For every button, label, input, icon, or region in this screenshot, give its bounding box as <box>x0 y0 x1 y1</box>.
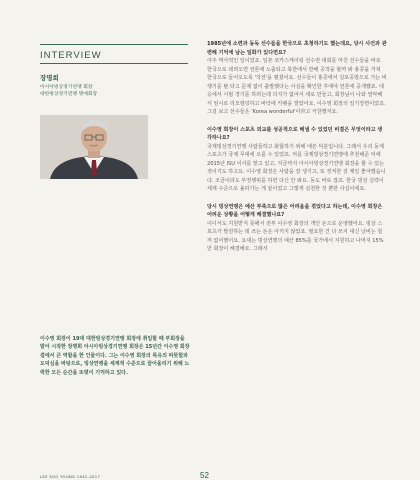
answer-text: 국제빙상경기연맹 사람들하고 화합하기 위해 애쓴 덕분입니다. 그래서 우리 동계스포츠가 국제 무대에 오를 수 있었죠. 저를 국제빙상경기연맹에 추천해준 덕에 2015년 ISU 이사를 맡고 있고, 지금까지 아시아빙상경기연맹 회장을 할 수 있는 것이기도 하고요. 이수영 회장은 사람을 잘 생기고, 또 정직한 걸 제일 좋아했습니다. 조금이라도 부정행위를 하면 다신 안 봐요. 동도 바로 잡죠. 한국 빙상 실력이 세계 수준으로 올라가는 게 끝이었고 그렇게 실천한 것 뿐한 사실이에요. <box>207 143 386 192</box>
portrait-illustration <box>40 115 148 179</box>
answer-text: 이디서도 지원받지 못해서 전부 이수영 회장의 개인 돈으로 운영했어요. 빙상 스포츠가 발전하는 데 쓰는 돈은 아끼지 않았죠. 필요한 건 다 쓰지 대신 낭비는 철저 없어했어요. 요새는 빙상연맹의 예산 85%를 국가에서 지원하고 나머지 15%만 회장이 해결해요. 그래서 <box>207 220 384 252</box>
photo-caption: 이수영 회장이 19대 대한빙상경기연맹 회장에 취임할 때 부회장을 맡아 시작한 장명희 아시아빙상경기연맹 회장은 15년간 이수영 회장 곁에서 큰 역할을 한 인물이다. 그는 이수영 회장의 특유의 따뜻함과 도덕심을 바탕으로, 빙상연맹을 세계적 수준으로 끌어올리기 위해 노력한 모든 순간을 또렷이 기억하고 있다. <box>40 336 190 376</box>
section-title: INTERVIEW <box>40 50 102 61</box>
qa-item <box>207 40 387 117</box>
page-number: 52 <box>200 471 209 480</box>
question-text: 당시 빙상연맹은 예산 부족으로 많은 어려움을 겪었다고 하는데, 이수영 회장은 어려운 상황을 어떻게 해결했나요? <box>207 203 383 218</box>
person-role <box>40 84 180 98</box>
qa-item <box>207 203 387 254</box>
interview-body <box>207 40 387 263</box>
person-name: 장명희 <box>40 74 59 82</box>
person-role-line1: 아시아빙상경기연맹 회장 <box>40 85 93 90</box>
footer-book-title: LEE SOO YOUNG 1942-2017 <box>40 474 101 479</box>
person-role-line2: 대한빙상경기연맹 명예회장 <box>40 92 98 97</box>
top-rule <box>40 44 188 45</box>
question-text: 1985년에 소련과 동독 선수들을 한국으로 초청하기도 했는데요, 당시 사건과 관련해 기억에 남는 일화가 있다면요? <box>207 41 387 56</box>
answer-text: 아주 역사적인 일이었죠. 일본 코카스케이팅 선수권 대회를 마친 선수들을 바로 한국으로 데려오면 언론에 노출되고 북한에서 반해 공작을 할까 봐 홍콩을 거쳐 한국으로 들어오도록 '작전'을 펼쳤어요. 선수들이 홍콩에서 김포공항으로 가는 비행기를 탈 타고 문제 없이 출발했다는 사실을 확인한 후에야 언론에 공개했죠. 대응에서 시범 경기를 하려는데 의지가 없어서 새로 만들고, 회장님이 나와 열악해서 임시로 리모델링하고 바닥에 카펫을 깔았어요. 이수영 회장의 일기장면이었죠. 그걸 보고 선수들은 'Korea wonderful'이라고 극찬했지요. <box>207 58 387 115</box>
qa-item <box>207 126 387 194</box>
title-rule <box>40 63 188 64</box>
question-text: 이수영 회장이 스포츠 외교를 성공적으로 해낼 수 있었던 비결은 무엇이라고 생각하나요? <box>207 126 383 141</box>
portrait-photo <box>40 115 148 179</box>
